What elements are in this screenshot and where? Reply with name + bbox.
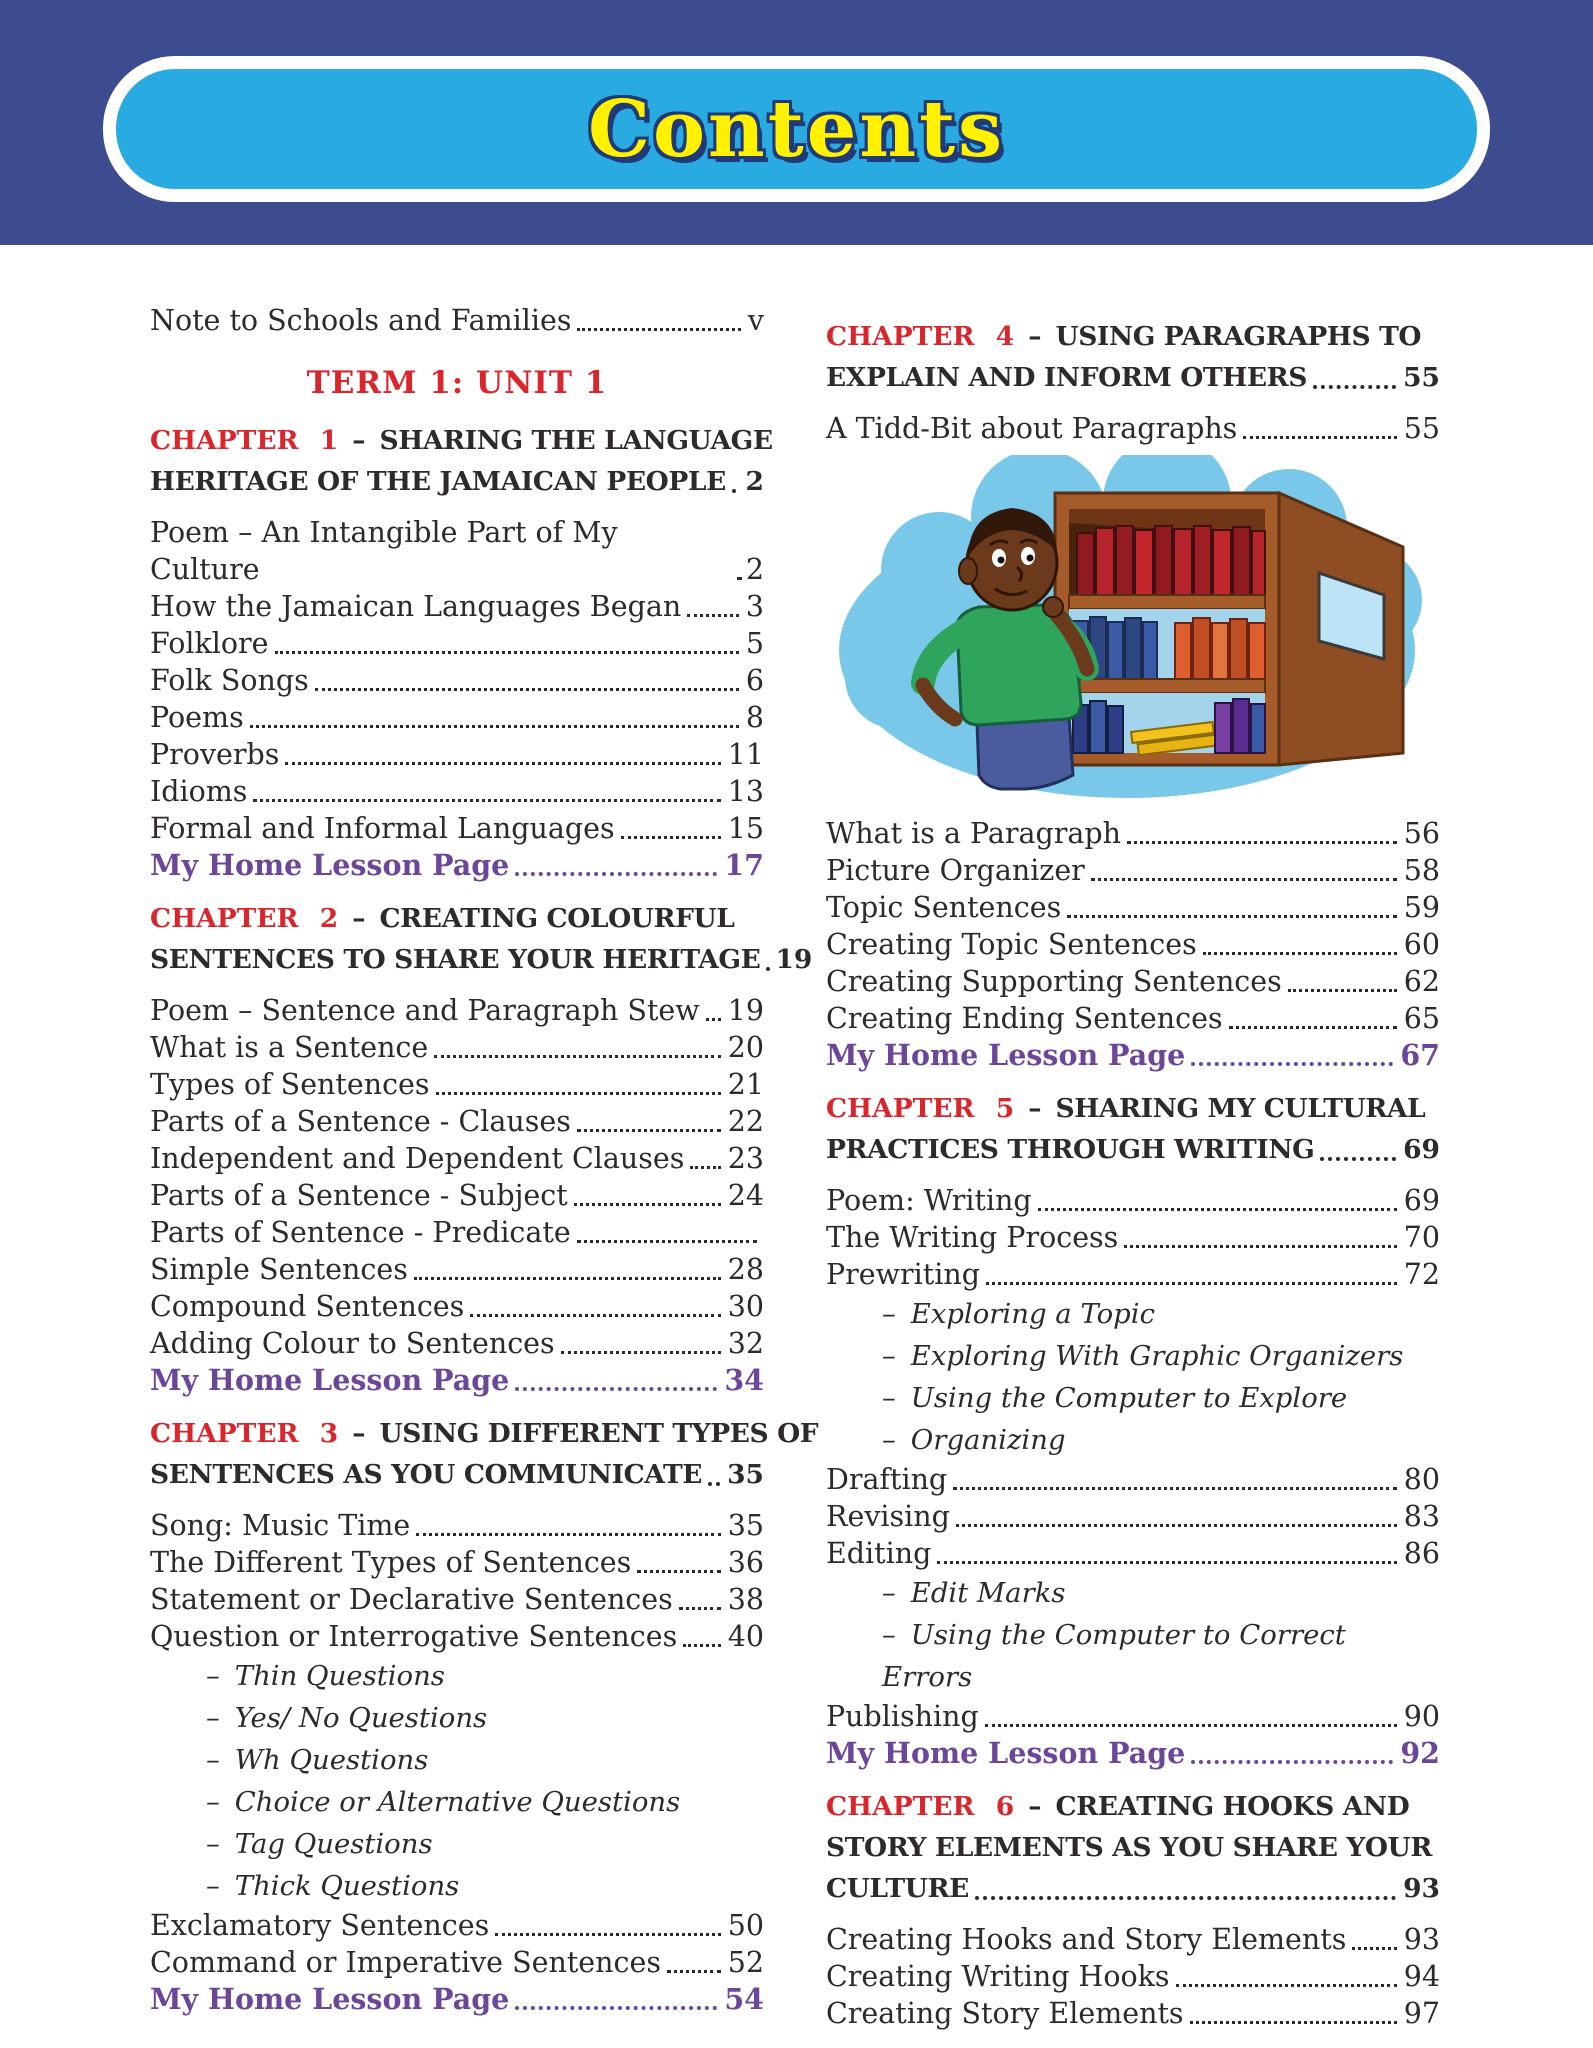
entry-title: How the Jamaican Languages Began (150, 590, 682, 623)
toc-entry (150, 302, 764, 339)
entry-title: What is a Sentence (150, 1031, 429, 1064)
entry-title: Publishing (826, 1700, 979, 1733)
entry-title: Creating Hooks and Story Elements (826, 1923, 1347, 1956)
entry-title: Formal and Informal Languages (150, 812, 615, 845)
page-number: 50 (727, 1909, 764, 1942)
page-number: 20 (727, 1031, 764, 1064)
subentry-dash: – (206, 1702, 220, 1734)
toc-entry (826, 889, 1440, 926)
toc-entry (826, 1256, 1440, 1293)
page-number: 8 (745, 701, 764, 734)
chapter-heading-line (826, 357, 1440, 398)
term-heading: TERM 1: UNIT 1 (306, 365, 608, 401)
subentry-title: Tag Questions (234, 1828, 433, 1860)
toc-entry (826, 815, 1440, 852)
toc-entry (826, 963, 1440, 1000)
bookshelf (1055, 493, 1403, 765)
toc-subentry (826, 1377, 1440, 1419)
page-number: 11 (727, 738, 764, 771)
entry-title: Idioms (150, 775, 248, 808)
page-number: 24 (727, 1179, 764, 1212)
toc-entry (150, 1907, 764, 1944)
chapter-heading (150, 420, 773, 502)
toc-entry (826, 1535, 1440, 1572)
chapter-title: HERITAGE OF THE JAMAICAN PEOPLE (150, 466, 726, 497)
page-number: 70 (1403, 1221, 1440, 1254)
page-number: 35 (727, 1459, 764, 1490)
page-number: 55 (1403, 362, 1440, 393)
entry-title: My Home Lesson Page (150, 848, 510, 882)
chapter-heading (826, 1088, 1440, 1170)
entry-title: Song: Music Time (150, 1509, 411, 1542)
chapter-title: CULTURE (826, 1873, 969, 1904)
toc-entry (150, 1288, 764, 1325)
chapter-title: CREATING COLOURFUL (379, 903, 735, 934)
page-number: 69 (1403, 1134, 1440, 1165)
page-number: 59 (1403, 891, 1440, 924)
page-number: 34 (724, 1363, 764, 1397)
toc-entry (150, 588, 764, 625)
entry-title: Topic Sentences (826, 891, 1062, 924)
chapter-heading-line (150, 1454, 764, 1495)
page-number: 2 (745, 553, 764, 586)
chapter-heading-line (826, 1088, 1440, 1129)
toc-subentry (826, 1419, 1440, 1461)
chapter-title: SENTENCES AS YOU COMMUNICATE (150, 1459, 703, 1490)
page-number: 94 (1403, 1960, 1440, 1993)
toc-entry (150, 625, 764, 662)
entry-title: Prewriting (826, 1258, 980, 1291)
chapter-heading-line (150, 898, 764, 939)
contents-title-banner (103, 56, 1490, 202)
subentry-dash: – (882, 1424, 896, 1456)
page-number: 19 (727, 994, 764, 1027)
toc-entry (150, 1066, 764, 1103)
page-number: 40 (727, 1620, 764, 1653)
page-number: 13 (727, 775, 764, 808)
subentry-title: Thin Questions (234, 1660, 445, 1692)
page-number: 32 (727, 1327, 764, 1360)
page-title: Contents (587, 83, 1006, 175)
page-number: 15 (727, 812, 764, 845)
toc-subentry (150, 1739, 764, 1781)
page-number: 56 (1403, 817, 1440, 850)
page-number: 80 (1403, 1463, 1440, 1496)
chapter-dash: – (352, 1418, 366, 1449)
subentry-title: Wh Questions (234, 1744, 429, 1776)
toc-subentry (826, 1614, 1440, 1698)
toc-entry (150, 514, 764, 588)
page-number: 28 (727, 1253, 764, 1286)
page-number: 97 (1403, 1997, 1440, 2030)
page-number: 90 (1403, 1700, 1440, 1733)
toc-entry (150, 662, 764, 699)
subentry-dash: – (206, 1870, 220, 1902)
page-number: 62 (1403, 965, 1440, 998)
page-number: 67 (1400, 1038, 1440, 1072)
page-number: 2 (745, 466, 764, 497)
header-band (0, 0, 1593, 245)
chapter-heading-line (826, 1786, 1440, 1827)
subentry-title: Exploring With Graphic Organizers (910, 1340, 1404, 1372)
page-number: 72 (1403, 1258, 1440, 1291)
page-number: 19 (775, 944, 813, 975)
entry-title: Adding Colour to Sentences (150, 1327, 555, 1360)
entry-title: Revising (826, 1500, 950, 1533)
page-number: 35 (727, 1509, 764, 1542)
entry-title: Creating Supporting Sentences (826, 965, 1282, 998)
home-lesson-entry (150, 847, 764, 884)
page-number: 3 (745, 590, 764, 623)
chapter-title: SENTENCES TO SHARE YOUR HERITAGE (150, 944, 761, 975)
entry-title: Parts of a Sentence - Subject (150, 1179, 568, 1212)
subentry-title: Yes/ No Questions (234, 1702, 488, 1734)
entry-title: Independent and Dependent Clauses (150, 1142, 685, 1175)
chapter-title: SHARING THE LANGUAGE (379, 425, 773, 456)
chapter-heading-line (150, 420, 773, 461)
entry-title: Compound Sentences (150, 1290, 465, 1323)
chapter-label: CHAPTER 1 (150, 425, 339, 456)
page-number: 60 (1403, 928, 1440, 961)
page-number: 6 (745, 664, 764, 697)
subentry-dash: – (882, 1577, 896, 1609)
toc-entry (826, 926, 1440, 963)
chapter-dash: – (352, 425, 366, 456)
subentry-title: Edit Marks (910, 1577, 1066, 1609)
page-number: 22 (727, 1105, 764, 1138)
chapter-title: PRACTICES THROUGH WRITING (826, 1134, 1315, 1165)
entry-title: Poem: Writing (826, 1184, 1032, 1217)
chapter-heading (150, 898, 813, 980)
toc-subentry (826, 1335, 1440, 1377)
toc-entry (150, 1140, 764, 1177)
toc-entry (150, 992, 764, 1029)
toc-entry (826, 1461, 1440, 1498)
page-number: 23 (727, 1142, 764, 1175)
page-number: 38 (727, 1583, 764, 1616)
toc-entry (826, 1000, 1440, 1037)
entry-title: Proverbs (150, 738, 280, 771)
toc-entry (826, 410, 1440, 447)
page-number: v (747, 304, 764, 337)
toc-entry (150, 773, 764, 810)
subentry-dash: – (882, 1382, 896, 1414)
toc-entry (150, 1581, 764, 1618)
subentry-title: Exploring a Topic (910, 1298, 1155, 1330)
page-number: 83 (1403, 1500, 1440, 1533)
boy-thinking-bookshelf-illustration (826, 455, 1440, 807)
entry-title: Creating Ending Sentences (826, 1002, 1223, 1035)
subentry-dash: – (206, 1744, 220, 1776)
page-number: 93 (1403, 1873, 1440, 1904)
page-number: 58 (1403, 854, 1440, 887)
toc-entry (826, 1921, 1440, 1958)
chapter-label: CHAPTER 2 (150, 903, 339, 934)
entry-title: Creating Topic Sentences (826, 928, 1197, 961)
chapter-dash: – (1028, 321, 1042, 352)
toc-subentry (826, 1572, 1440, 1614)
toc-entry (150, 1177, 764, 1214)
subentry-dash: – (206, 1828, 220, 1860)
chapter-dash: – (1028, 1791, 1042, 1822)
chapter-title: STORY ELEMENTS AS YOU SHARE YOUR (826, 1832, 1432, 1863)
toc-column-left (150, 302, 819, 2018)
page-number: 86 (1403, 1537, 1440, 1570)
chapter-title: CREATING HOOKS AND (1055, 1791, 1410, 1822)
toc-subentry (150, 1655, 764, 1697)
toc-entry (150, 810, 764, 847)
entry-title: Command or Imperative Sentences (150, 1946, 661, 1979)
subentry-title: Thick Questions (234, 1870, 460, 1902)
page-number: 17 (724, 848, 764, 882)
page-number: 55 (1403, 412, 1440, 445)
entry-title: What is a Paragraph (826, 817, 1121, 850)
toc-entry (150, 1507, 764, 1544)
entry-title: Folk Songs (150, 664, 309, 697)
entry-title: Simple Sentences (150, 1253, 408, 1286)
subentry-dash: – (882, 1298, 896, 1330)
toc-entry (826, 1219, 1440, 1256)
toc-subentry (826, 1293, 1440, 1335)
chapter-heading-line (826, 1129, 1440, 1170)
page-number: 69 (1403, 1184, 1440, 1217)
toc-column-right (826, 302, 1440, 2032)
toc-subentry (150, 1823, 764, 1865)
entry-title: My Home Lesson Page (826, 1736, 1186, 1770)
chapter-heading-line (150, 1413, 819, 1454)
toc-subentry (150, 1865, 764, 1907)
page-number: 52 (727, 1946, 764, 1979)
toc-entry (150, 1214, 764, 1251)
toc-entry (150, 699, 764, 736)
entry-title: Poem – An Intangible Part of My Culture (150, 516, 618, 586)
toc-entry (150, 1029, 764, 1066)
entry-title: Parts of a Sentence - Clauses (150, 1105, 571, 1138)
toc-entry (826, 1698, 1440, 1735)
chapter-label: CHAPTER 4 (826, 321, 1015, 352)
toc-subentry (150, 1781, 764, 1823)
entry-title: My Home Lesson Page (150, 1363, 510, 1397)
chapter-heading-line (826, 1868, 1440, 1909)
chapter-dash: – (1028, 1093, 1042, 1124)
home-lesson-entry (150, 1362, 764, 1399)
subentry-title: Using the Computer to Correct Errors (882, 1619, 1346, 1693)
subentry-dash: – (882, 1340, 896, 1372)
chapter-heading (150, 1413, 819, 1495)
entry-title: The Writing Process (826, 1221, 1119, 1254)
chapter-dash: – (352, 903, 366, 934)
page-number: 21 (727, 1068, 764, 1101)
entry-title: Folklore (150, 627, 269, 660)
entry-title: A Tidd-Bit about Paragraphs (826, 412, 1238, 445)
chapter-heading-line (150, 939, 813, 980)
entry-title: Statement or Declarative Sentences (150, 1583, 673, 1616)
home-lesson-entry (826, 1037, 1440, 1074)
entry-title: Editing (826, 1537, 932, 1570)
home-lesson-entry (150, 1981, 764, 2018)
entry-title: Note to Schools and Families (150, 304, 572, 337)
entry-title: Picture Organizer (826, 854, 1085, 887)
entry-title: Exclamatory Sentences (150, 1909, 490, 1942)
chapter-title: USING DIFFERENT TYPES OF (379, 1418, 819, 1449)
chapter-heading-line (826, 316, 1440, 357)
toc-entry (150, 1544, 764, 1581)
entry-title: My Home Lesson Page (826, 1038, 1186, 1072)
home-lesson-entry (826, 1735, 1440, 1772)
subentry-dash: – (206, 1660, 220, 1692)
page-number: 93 (1403, 1923, 1440, 1956)
toc-entry (150, 1618, 764, 1655)
chapter-heading (826, 1786, 1440, 1909)
chapter-heading-line (826, 1827, 1440, 1868)
page-number: 30 (727, 1290, 764, 1323)
subentry-title: Choice or Alternative Questions (234, 1786, 681, 1818)
toc-entry (150, 736, 764, 773)
page-number: 5 (745, 627, 764, 660)
entry-title: Poems (150, 701, 244, 734)
entry-title: The Different Types of Sentences (150, 1546, 632, 1579)
entry-title: Parts of Sentence - Predicate (150, 1216, 571, 1249)
entry-title: Types of Sentences (150, 1068, 430, 1101)
entry-title: My Home Lesson Page (150, 1982, 510, 2016)
page-number: 92 (1400, 1736, 1440, 1770)
toc-entry (826, 1958, 1440, 1995)
chapter-title: SHARING MY CULTURAL (1055, 1093, 1426, 1124)
subentry-dash: – (882, 1619, 896, 1651)
toc-entry (826, 852, 1440, 889)
toc-entry (826, 1995, 1440, 2032)
entry-title: Creating Story Elements (826, 1997, 1184, 2030)
toc-subentry (150, 1697, 764, 1739)
toc-entry (826, 1182, 1440, 1219)
chapter-title: EXPLAIN AND INFORM OTHERS (826, 362, 1308, 393)
toc-entry (150, 1325, 764, 1362)
chapter-title: USING PARAGRAPHS TO (1055, 321, 1422, 352)
chapter-heading-line (150, 461, 764, 502)
toc-entry (150, 1251, 764, 1288)
page-number: 36 (727, 1546, 764, 1579)
chapter-label: CHAPTER 5 (826, 1093, 1015, 1124)
subentry-dash: – (206, 1786, 220, 1818)
subentry-title: Organizing (910, 1424, 1066, 1456)
chapter-heading (826, 316, 1440, 398)
entry-title: Drafting (826, 1463, 948, 1496)
entry-title: Question or Interrogative Sentences (150, 1620, 678, 1653)
chapter-label: CHAPTER 6 (826, 1791, 1015, 1822)
chapter-label: CHAPTER 3 (150, 1418, 339, 1449)
page-number: 65 (1403, 1002, 1440, 1035)
entry-title: Poem – Sentence and Paragraph Stew (150, 994, 700, 1027)
toc-entry (150, 1103, 764, 1140)
toc-entry (150, 1944, 764, 1981)
subentry-title: Using the Computer to Explore (910, 1382, 1348, 1414)
toc-entry (826, 1498, 1440, 1535)
page-number: 54 (724, 1982, 764, 2016)
entry-title: Creating Writing Hooks (826, 1960, 1170, 1993)
